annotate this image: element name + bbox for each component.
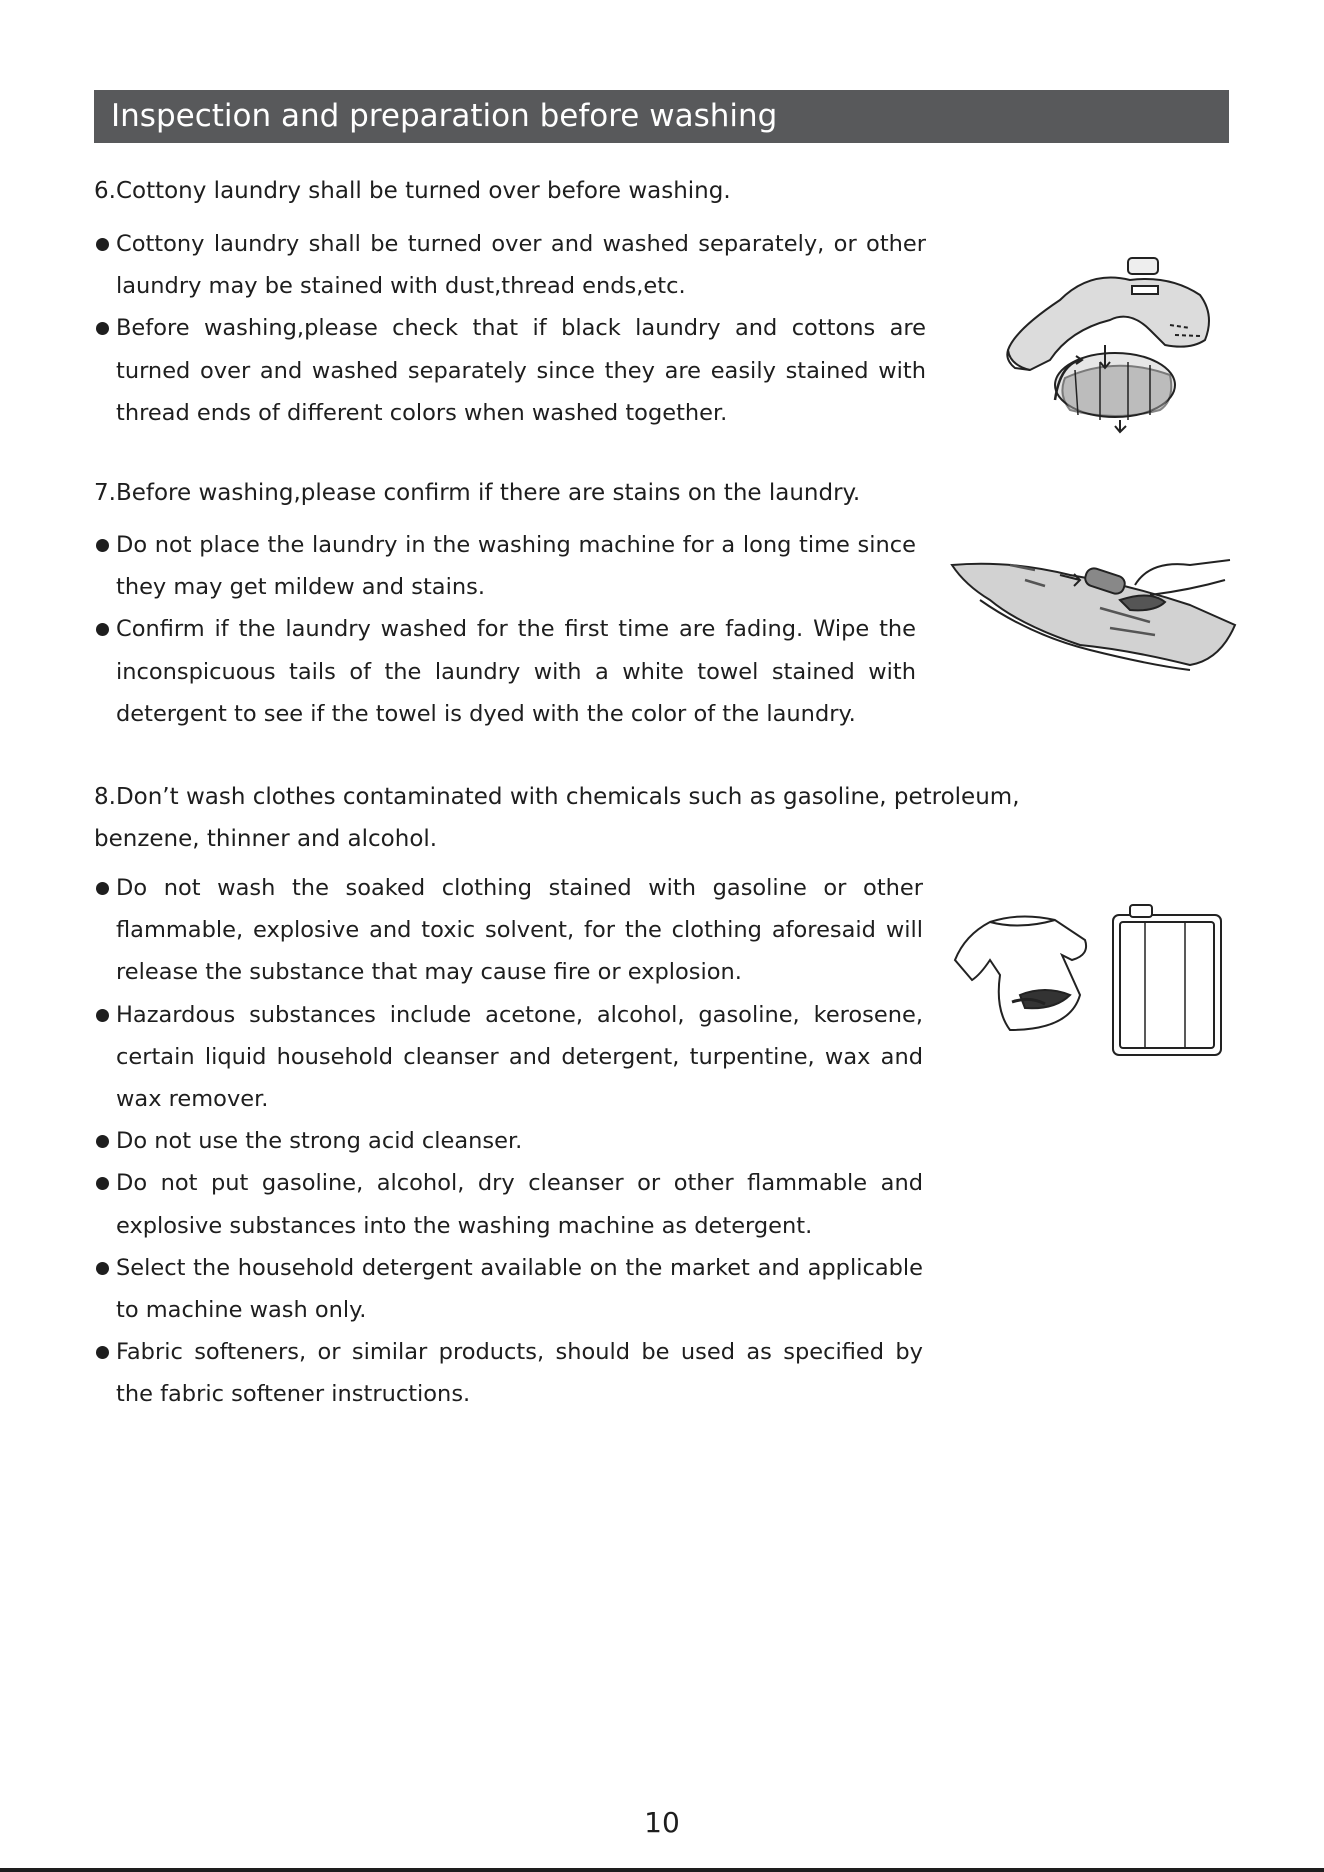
section-header-bar bbox=[94, 90, 1229, 143]
list-item: Cottony laundry shall be turned over and washed separately, or other laundry may be stained with dust,thread ends,etc. bbox=[94, 223, 926, 307]
section-8-title: 8.Don’t wash clothes contaminated with chemicals such as gasoline, petroleum, benzene, thinner and alcohol. bbox=[94, 784, 1020, 852]
list-item: Hazardous substances include acetone, alcohol, gasoline, kerosene, certain liquid household cleanser and detergent, turpentine, wax and wax remover. bbox=[94, 994, 923, 1121]
section-header-title: Inspection and preparation before washing bbox=[111, 98, 778, 134]
bullet-icon bbox=[96, 238, 109, 251]
bullet-icon bbox=[96, 539, 109, 552]
sweater-turned-inside-out-illustration bbox=[1000, 250, 1220, 440]
section-7-bullet-list bbox=[94, 524, 916, 735]
bullet-icon bbox=[96, 322, 109, 335]
bullet-icon bbox=[96, 882, 109, 895]
list-item: Do not put gasoline, alcohol, dry cleanser or other flammable and explosive substances into the washing machine as detergent. bbox=[94, 1162, 923, 1246]
list-item: Before washing,please check that if black laundry and cottons are turned over and washed separately since they are easily stained with thread ends of different colors when washed together. bbox=[94, 307, 926, 434]
list-item: Confirm if the laundry washed for the first time are fading. Wipe the inconspicuous tails of the laundry with a white towel stained with detergent to see if the towel is dyed with the color of the laundry. bbox=[94, 608, 916, 735]
bottom-rule bbox=[0, 1868, 1324, 1872]
bullet-icon bbox=[96, 623, 109, 636]
list-item: Do not wash the soaked clothing stained with gasoline or other flammable, explosive and toxic solvent, for the clothing aforesaid will release the substance that may cause fire or explosion. bbox=[94, 867, 923, 994]
bullet-icon bbox=[96, 1346, 109, 1359]
bullet-icon bbox=[96, 1009, 109, 1022]
list-item: Do not use the strong acid cleanser. bbox=[94, 1120, 923, 1162]
page-number: 10 bbox=[644, 1806, 680, 1839]
section-7-title: 7.Before washing,please confirm if there are stains on the laundry. bbox=[94, 480, 861, 506]
bullet-icon bbox=[96, 1177, 109, 1190]
bullet-icon bbox=[96, 1262, 109, 1275]
stained-shirt-and-fuel-can-illustration bbox=[950, 900, 1225, 1060]
list-item: Fabric softeners, or similar products, should be used as specified by the fabric softener instructions. bbox=[94, 1331, 923, 1415]
section-8-bullet-list bbox=[94, 867, 923, 1416]
list-item: Do not place the laundry in the washing machine for a long time since they may get mildew and stains. bbox=[94, 524, 916, 608]
section-6-bullet-list bbox=[94, 223, 926, 434]
brushing-stain-illustration bbox=[950, 550, 1240, 675]
section-6-title: 6.Cottony laundry shall be turned over before washing. bbox=[94, 178, 731, 204]
list-item: Select the household detergent available on the market and applicable to machine wash only. bbox=[94, 1247, 923, 1331]
bullet-icon bbox=[96, 1135, 109, 1148]
